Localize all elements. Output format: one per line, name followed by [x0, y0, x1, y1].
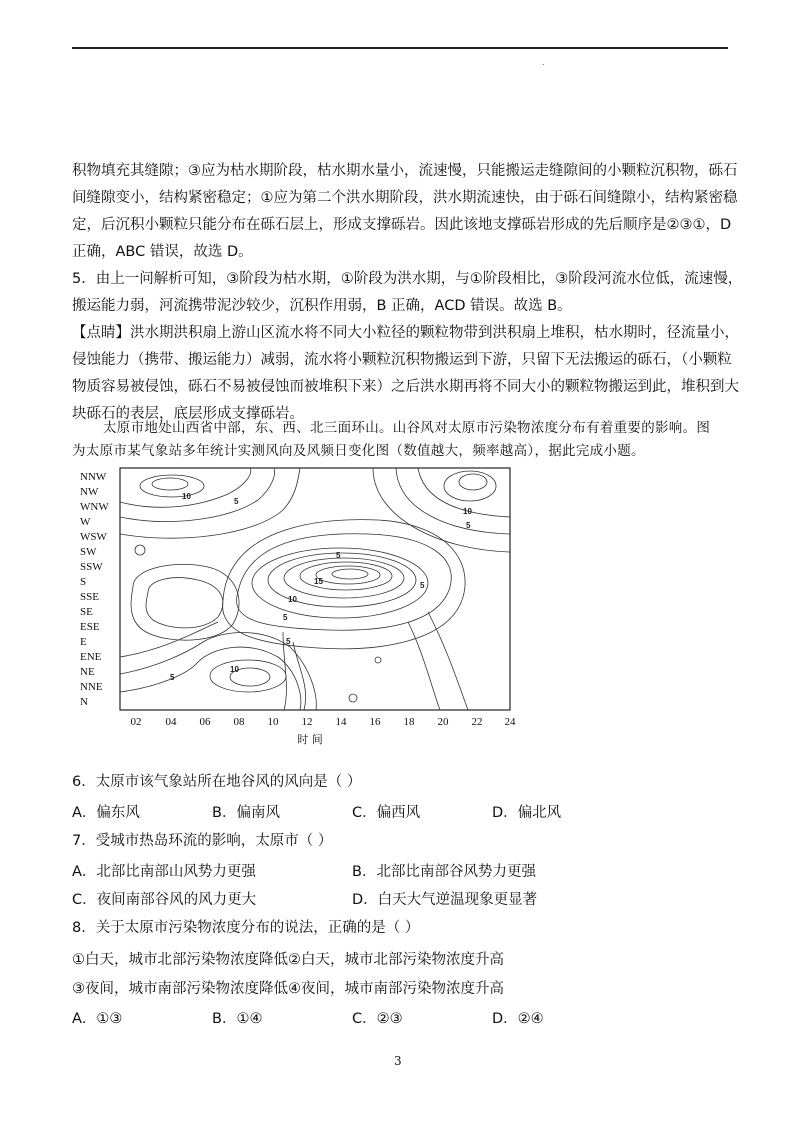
- y-axis-labels: [80, 471, 109, 708]
- y-label: SSE: [80, 591, 99, 603]
- x-label: 08: [233, 716, 245, 728]
- x-label: 24: [504, 716, 516, 728]
- y-label: NW: [80, 486, 99, 498]
- y-label: SW: [80, 546, 97, 558]
- contour-label: 5: [283, 613, 288, 622]
- wind-frequency-figure: [78, 462, 528, 752]
- text-line: 5．由上一问解析可知，③阶段为枯水期，①阶段为洪水期，与①阶段相比，③阶段河流水位低，流速慢，: [72, 271, 743, 287]
- question-8-stem: 8．关于太原市污染物浓度分布的说法，正确的是（ ）: [72, 920, 420, 936]
- q7-option-a: A．北部比南部山风势力更强: [72, 864, 256, 880]
- y-label: SSW: [80, 561, 103, 573]
- header-mark: .: [542, 58, 545, 67]
- x-label: 14: [335, 716, 347, 728]
- q8-option-d: D．②④: [492, 1011, 544, 1027]
- y-label: WNW: [80, 501, 109, 513]
- contour-label: 5: [466, 521, 471, 530]
- x-label: 22: [471, 716, 483, 728]
- x-label: 12: [301, 716, 313, 728]
- contour-line: [152, 478, 188, 490]
- x-label: 16: [369, 716, 381, 728]
- contour-line: [120, 468, 275, 522]
- text-line: 积物填充其缝隙；③应为枯水期阶段，枯水期水量小，流速慢，只能搬运走缝隙间的小颗粒沉积物，砾石: [72, 163, 738, 179]
- y-label: NNW: [80, 471, 107, 483]
- y-label: NNE: [80, 681, 103, 693]
- q8-statement: ③夜间，城市南部污染物浓度降低④夜间，城市南部污染物浓度升高: [72, 981, 504, 997]
- x-label: 20: [437, 716, 449, 728]
- contour-label: 10: [288, 595, 297, 604]
- contour-line: [459, 474, 487, 490]
- question-6-stem: 6．太原市该气象站所在地谷风的风向是（ ）: [72, 774, 362, 790]
- contour-line: [396, 468, 510, 534]
- y-label: S: [80, 576, 87, 588]
- q6-option-d: D．偏北风: [492, 805, 562, 821]
- text-line: 块砾石的表层，底层形成支撑砾岩。: [72, 406, 304, 422]
- contour-line: [375, 657, 381, 663]
- y-label: NE: [80, 666, 95, 678]
- header-rule: [72, 47, 728, 49]
- contour-label: 5: [420, 581, 425, 590]
- y-label: E: [80, 636, 87, 648]
- contour-label: 10: [182, 492, 191, 501]
- x-axis-title: 时 间: [297, 733, 323, 746]
- x-label: 10: [267, 716, 279, 728]
- contour-lines: [120, 468, 510, 710]
- x-label: 02: [130, 716, 142, 728]
- contour-label: 5: [234, 497, 239, 506]
- contour-line: [135, 545, 145, 555]
- q6-option-c: C．偏西风: [352, 805, 421, 821]
- contour-line: [146, 578, 223, 628]
- contour-label: 10: [230, 665, 239, 674]
- contour-label: 5: [336, 551, 341, 560]
- contour-label: 5: [286, 637, 291, 646]
- q6-option-b: B．偏南风: [212, 805, 280, 821]
- q7-option-b: B．北部比南部谷风势力更强: [352, 864, 536, 880]
- contour-line: [444, 471, 496, 501]
- contour-line: [428, 612, 468, 710]
- contour-line: [120, 468, 300, 538]
- text-line: 搬运能力弱，河流携带泥沙较少，沉积作用弱，B 正确，ACD 错误。故选 B。: [72, 298, 572, 314]
- q7-option-d: D．白天大气逆温现象更显著: [352, 892, 538, 908]
- q7-option-c: C．夜间南部谷风的风力更大: [72, 892, 257, 908]
- text-line: 物质容易被侵蚀，砾石不易被侵蚀而被堆积下来）之后洪水期再将不同大小的颗粒物搬运到此，堆积到大: [72, 379, 739, 395]
- y-label: ENE: [80, 651, 102, 663]
- q8-option-c: C．②③: [352, 1011, 403, 1027]
- contour-line: [349, 694, 357, 702]
- contour-line: [284, 558, 404, 598]
- contour-label: 15: [314, 577, 323, 586]
- y-label: WSW: [80, 531, 107, 543]
- q8-option-b: B．①④: [212, 1011, 263, 1027]
- x-label: 18: [403, 716, 415, 728]
- y-label: ESE: [80, 621, 100, 633]
- contour-label: 10: [463, 507, 472, 516]
- q6-option-a: A．偏东风: [72, 805, 140, 821]
- page-number: 3: [394, 1054, 402, 1068]
- q8-statement: ①白天，城市北部污染物浓度降低②白天，城市北部污染物浓度升高: [72, 952, 504, 968]
- intro-line: 太原市地处山西省中部，东、西、北三面环山。山谷风对太原市污染物浓度分布有着重要的影响。图: [103, 420, 711, 436]
- y-label: W: [80, 516, 91, 528]
- contour-map: [78, 462, 528, 752]
- contour-line: [332, 569, 368, 579]
- question-7-stem: 7．受城市热岛环流的影响，太原市（ ）: [72, 833, 333, 849]
- y-label: N: [80, 696, 88, 708]
- x-axis-labels: [131, 716, 517, 728]
- text-line: 定，后沉积小颗粒只能分布在砾石层上，形成支撑砾岩。因此该地支撑砾岩形成的先后顺序是②③①，D: [72, 217, 732, 233]
- contour-line: [120, 622, 218, 657]
- text-line: 【点睛】洪水期洪积扇上游山区流水将不同大小粒径的颗粒物带到洪积扇上堆积，枯水期时，径流量小，: [72, 325, 739, 341]
- plot-frame: [120, 468, 510, 710]
- contour-line: [120, 468, 251, 507]
- x-label: 06: [199, 716, 211, 728]
- text-line: 正确，ABC 错误，故选 D。: [72, 244, 253, 260]
- text-line: 侵蚀能力（携带、搬运能力）减弱，流水将小颗粒沉积物搬运到下游，只留下无法搬运的砾石，（小颗粒: [72, 352, 732, 368]
- contour-line: [210, 660, 286, 692]
- y-label: SE: [80, 606, 93, 618]
- x-label: 04: [165, 716, 177, 728]
- text-line: 间缝隙变小，结构紧密稳定；①应为第二个洪水期阶段，洪水期流速快，由于砾石间缝隙小，结构紧密稳: [72, 190, 738, 206]
- contour-label: 5: [170, 673, 175, 682]
- q8-option-a: A．①③: [72, 1011, 123, 1027]
- intro-line: 为太原市某气象站多年统计实测风向及风频日变化图（数值越大，频率越高），据此完成小题。: [72, 443, 645, 459]
